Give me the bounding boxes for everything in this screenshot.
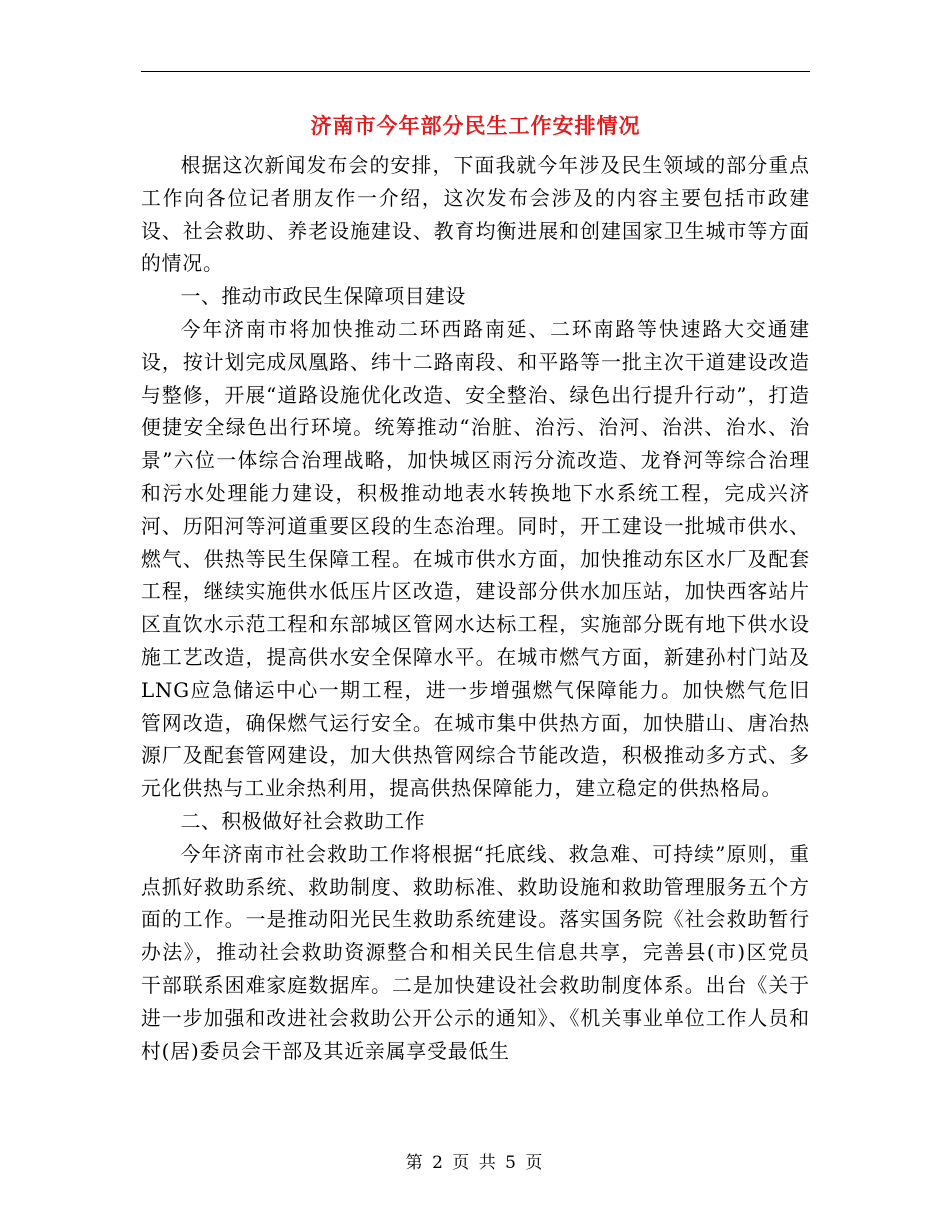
section-heading-1: 一、推动市政民生保障项目建设 [180, 285, 466, 309]
document-body [141, 150, 810, 1068]
header-rule [141, 71, 810, 72]
section-heading-2: 二、积极做好社会救助工作 [180, 809, 426, 833]
document-title: 济南市今年部分民生工作安排情况 [310, 113, 641, 138]
section-2-paragraph: 今年济南市社会救助工作将根据“托底线、救急难、可持续”原则，重点抓好救助系统、救助制度、救助标准、救助设施和救助管理服务五个方面的工作。一是推动阳光民生救助系统建设。落实国务院《社会救助暂行办法》，推动社会救助资源整合和相关民生信息共享，完善县(市)区党员干部联系困难家庭数据库。二是加快建设社会救助制度体系。出台《关于进一步加强和改进社会救助公开公示的通知》、《机关事业单位工作人员和村(居)委员会干部及其近亲属享受最低生 [141, 842, 810, 1063]
section-1-paragraph: 今年济南市将加快推动二环西路南延、二环南路等快速路大交通建设，按计划完成凤凰路、纬十二路南段、和平路等一批主次干道建设改造与整修，开展“道路设施优化改造、安全整治、绿色出行提升行动”，打造便捷安全绿色出行环境。统筹推动“治脏、治污、治河、治洪、治水、治景”六位一体综合治理战略，加快城区雨污分流改造、龙脊河等综合治理和污水处理能力建设，积极推动地表水转换地下水系统工程，完成兴济河、历阳河等河道重要区段的生态治理。同时，开工建设一批城市供水、燃气、供热等民生保障工程。在城市供水方面，加快推动东区水厂及配套工程，继续实施供水低压片区改造，建设部分供水加压站，加快西客站片区直饮水示范工程和东部城区管网水达标工程，实施部分既有地下供水设施工艺改造，提高供水安全保障水平。在城市燃气方面，新建孙村门站及LNG应急储运中心一期工程，进一步增强燃气保障能力。加快燃气危旧管网改造，确保燃气运行安全。在城市集中供热方面，加快腊山、唐冶热源厂及配套管网建设，加大供热管网综合节能改造，积极推动多方式、多元化供热与工业余热利用，提高供热保障能力，建立稳定的供热格局。 [141, 317, 810, 801]
page-number-footer: 第 2 页 共 5 页 [405, 1153, 545, 1173]
intro-paragraph: 根据这次新闻发布会的安排，下面我就今年涉及民生领域的部分重点工作向各位记者朋友作一介绍，这次发布会涉及的内容主要包括市政建设、社会救助、养老设施建设、教育均衡进展和创建国家卫生城市等方面的情况。 [141, 154, 810, 276]
